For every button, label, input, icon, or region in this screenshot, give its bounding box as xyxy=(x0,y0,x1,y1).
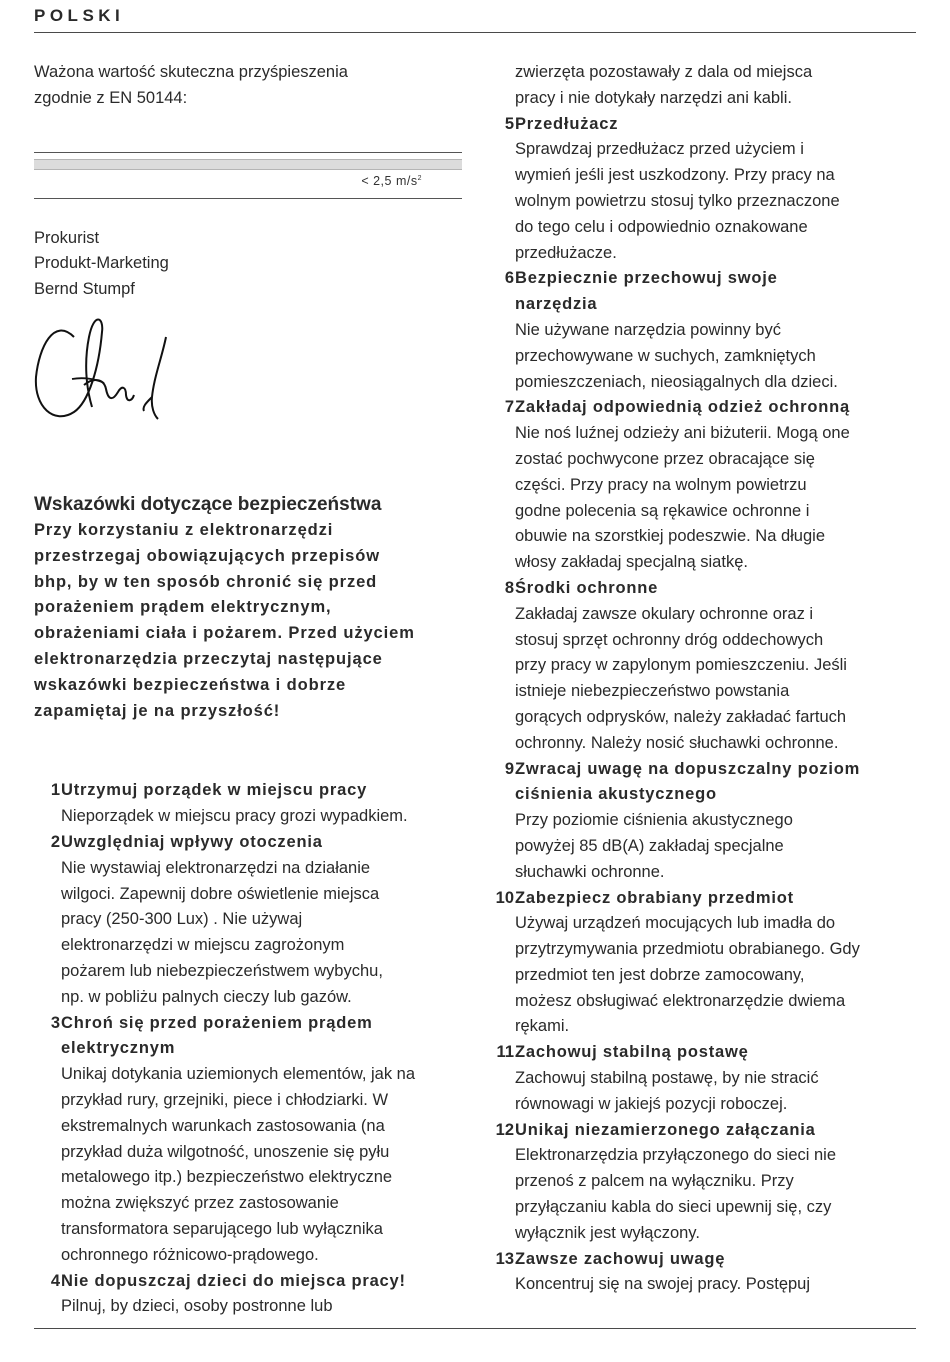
item-text-line: przytrzymywania przedmiotu obrabianego. Gdy xyxy=(515,940,860,959)
item-title xyxy=(515,112,918,138)
item-title xyxy=(515,576,918,602)
safety-intro-line: przestrzegaj obowiązujących przepisów xyxy=(34,546,380,565)
item-number: 4 xyxy=(50,1271,60,1290)
item-text xyxy=(515,1272,918,1298)
item-text-line: części. Przy pracy na wolnym powietrzu xyxy=(515,475,807,494)
item-title-line: Uwzględniaj wpływy otoczenia xyxy=(61,832,323,851)
safety-item xyxy=(34,1011,462,1269)
item-title-line: Zawsze zachowuj uwagę xyxy=(515,1249,726,1268)
item-title xyxy=(61,1011,462,1063)
item-text-line: Koncentruj się na swojej pracy. Postępuj xyxy=(515,1275,811,1294)
item-text-line: rękami. xyxy=(515,1017,570,1036)
item-text xyxy=(61,856,462,1011)
item-text xyxy=(515,318,918,395)
item-text-line: można zwiększyć przez zastosowanie xyxy=(61,1194,339,1213)
item-text-line: możesz obsługiwać elektronarzędzie dwiema xyxy=(515,991,846,1010)
item-text-line: do tego celu i odpowiednio oznakowane xyxy=(515,217,808,236)
item-body xyxy=(515,1040,918,1117)
header-rule xyxy=(34,32,916,33)
item-title-line: Zwracaj uwagę na dopuszczalny poziom xyxy=(515,759,861,778)
safety-items-left xyxy=(34,778,462,1320)
intro-line: zgodnie z EN 50144: xyxy=(34,88,188,107)
item-text-line: przyłączaniu kabla do sieci upewnij się, czy xyxy=(515,1198,832,1217)
item-text-line: przykład rury, grzejniki, piece i chłodziarki. W xyxy=(61,1090,389,1109)
text-line: pracy i nie dotykały narzędzi ani kabli. xyxy=(515,88,792,107)
signer-line: Bernd Stumpf xyxy=(34,280,135,299)
item-title-line: Zakładaj odpowiednią odzież ochronną xyxy=(515,398,851,417)
item-text-line: Elektronarzędzia przyłączonego do sieci nie xyxy=(515,1146,837,1165)
left-column xyxy=(34,60,462,1320)
item-text xyxy=(515,1143,918,1246)
safety-intro-line: wskazówki bezpieczeństwa i dobrze xyxy=(34,675,347,694)
item-text xyxy=(515,421,918,576)
item-text-line: gorących odprysków, należy zakładać fartuch xyxy=(515,707,847,726)
item-text-line: wymień jeśli jest uszkodzony. Przy pracy na xyxy=(515,166,835,185)
item-text-line: przykład duża wilgotność, unoszenie się pyłu xyxy=(61,1142,390,1161)
right-column xyxy=(488,60,918,1298)
item-title xyxy=(515,757,918,809)
item-text-line: obuwie na szorstkiej podeszwie. Na długie xyxy=(515,527,826,546)
item-title-line: Bezpiecznie przechowuj swoje xyxy=(515,269,778,288)
item-text-line: np. w pobliżu palnych cieczy lub gazów. xyxy=(61,987,352,1006)
item-title xyxy=(61,778,462,804)
item-text-line: pomieszczeniach, nieosiągalnych dla dzieci. xyxy=(515,372,838,391)
item-text-line: równowagi w jakiejś pozycji roboczej. xyxy=(515,1094,788,1113)
item-title xyxy=(515,886,918,912)
vibration-intro xyxy=(34,60,434,112)
item-title xyxy=(61,1269,462,1295)
safety-item xyxy=(34,830,462,1011)
item-text-line: pracy (250-300 Lux) . Nie używaj xyxy=(61,910,303,929)
item-text xyxy=(515,602,918,757)
item-title-line: Zabezpiecz obrabiany przedmiot xyxy=(515,888,794,907)
item-body xyxy=(61,1269,462,1321)
safety-intro-line: elektronarzędzia przeczytaj następujące xyxy=(34,649,383,668)
item-title-line: elektrycznym xyxy=(61,1039,176,1058)
item-body xyxy=(515,1118,918,1247)
safety-intro xyxy=(34,518,462,724)
signer-line: Produkt-Marketing xyxy=(34,254,169,273)
item-body xyxy=(515,886,918,1041)
item-body xyxy=(515,112,918,267)
item-text-line: Nie wystawiaj elektronarzędzi na działanie xyxy=(61,858,371,877)
item-number: 13 xyxy=(495,1249,514,1268)
safety-intro-line: porażeniem prądem elektrycznym, xyxy=(34,598,332,617)
item-body xyxy=(515,266,918,395)
signature xyxy=(34,307,174,425)
safety-item xyxy=(488,757,918,886)
item-text xyxy=(515,1066,918,1118)
item-text-line: ekstremalnych warunkach zastosowania (na xyxy=(61,1116,385,1135)
footer-rule xyxy=(34,1328,916,1329)
intro-line: Ważona wartość skuteczna przyśpieszenia xyxy=(34,63,348,81)
item-number: 3 xyxy=(50,1013,60,1032)
item-title xyxy=(515,1118,918,1144)
item-number: 10 xyxy=(495,888,514,907)
item-text-line: przenoś z palcem na wyłączniku. Przy xyxy=(515,1172,794,1191)
text-line: zwierzęta pozostawały z dala od miejsca xyxy=(515,63,813,81)
table-header-band xyxy=(34,159,462,170)
item-body xyxy=(61,778,462,830)
item-title xyxy=(515,1040,918,1066)
item-text-line: Zachowuj stabilną postawę, by nie stracić xyxy=(515,1069,819,1088)
page-header-language: POLSKI xyxy=(34,6,125,25)
item-text-line: włosy zakładaj specjalną siatkę. xyxy=(515,553,748,572)
item-text-line: powyżej 85 dB(A) zakładaj specjalne xyxy=(515,836,784,855)
safety-intro-line: obrażeniami ciała i pożarem. Przed użyciem xyxy=(34,624,415,643)
safety-item xyxy=(488,112,918,267)
item-title-line: ciśnienia akustycznego xyxy=(515,785,717,804)
item-number: 12 xyxy=(495,1120,514,1139)
signer-block xyxy=(34,226,462,303)
item-text xyxy=(61,1294,462,1320)
item-text-line: ochronnego różnicowo-prądowego. xyxy=(61,1245,319,1264)
safety-item xyxy=(488,886,918,1041)
item-body xyxy=(61,830,462,1011)
item-text-line: istnieje niebezpieczeństwo powstania xyxy=(515,682,790,701)
safety-intro-line: bhp, by w ten sposób chronić się przed xyxy=(34,572,378,591)
item-text-line: Zakładaj zawsze okulary ochronne oraz i xyxy=(515,604,814,623)
item-text-line: metalowego itp.) bezpieczeństwo elektryczne xyxy=(61,1168,393,1187)
safety-item xyxy=(488,1040,918,1117)
item-number: 8 xyxy=(504,578,514,597)
item-text-line: wyłącznik jest wyłączony. xyxy=(515,1223,700,1242)
item-text-line: ochronny. Należy nosić słuchawki ochronne. xyxy=(515,733,839,752)
safety-item xyxy=(34,1269,462,1321)
item-text-line: stosuj sprzęt ochronny dróg oddechowych xyxy=(515,630,824,649)
item-text-line: Przy poziomie ciśnienia akustycznego xyxy=(515,811,793,830)
item-text-line: przedłużacze. xyxy=(515,243,617,262)
item-number: 9 xyxy=(504,759,514,778)
vibration-value: < 2,5 $m/s^2$ xyxy=(361,173,422,188)
item-number: 2 xyxy=(50,832,60,851)
item-number: 1 xyxy=(50,781,60,800)
item-text-line: słuchawki ochronne. xyxy=(515,862,665,881)
item-text-line: Unikaj dotykania uziemionych elementów, jak na xyxy=(61,1065,416,1084)
item-text-line: transformatora separującego lub wyłącznika xyxy=(61,1219,383,1238)
item-title-line: narzędzia xyxy=(515,295,598,314)
item-body xyxy=(515,395,918,576)
safety-item xyxy=(34,778,462,830)
item-title-line: Środki ochronne xyxy=(515,578,659,597)
item-text xyxy=(61,1062,462,1268)
safety-item xyxy=(488,266,918,395)
unit-exponent: 2 xyxy=(417,174,422,182)
item-title-line: Zachowuj stabilną postawę xyxy=(515,1043,749,1062)
item-title xyxy=(61,830,462,856)
item-text-line: wilgoci. Zapewnij dobre oświetlenie miejsca xyxy=(61,884,380,903)
item-text-line: przechowywane w suchych, zamkniętych xyxy=(515,346,816,365)
item-body xyxy=(61,1011,462,1269)
item-title-line: Przedłużacz xyxy=(515,114,619,133)
safety-intro-line: zapamiętaj je na przyszłość! xyxy=(34,701,281,720)
item-body xyxy=(515,757,918,886)
item-text-line: elektronarzędzi w miejscu zagrożonym xyxy=(61,936,345,955)
item-body xyxy=(515,576,918,757)
item-text xyxy=(515,911,918,1040)
item-text xyxy=(61,804,462,830)
continued-text xyxy=(488,60,918,112)
item-title-line: Utrzymuj porządek w miejscu pracy xyxy=(61,781,368,800)
safety-item xyxy=(488,395,918,576)
item-text-line: Nieporządek w miejscu pracy grozi wypadkiem. xyxy=(61,807,408,826)
item-text-line: zostać pochwycone przez obracające się xyxy=(515,449,815,468)
item-text xyxy=(515,137,918,266)
item-text-line: przy pracy w zapylonym pomieszczeniu. Jeśli xyxy=(515,656,847,675)
item-text-line: Pilnuj, by dzieci, osoby postronne lub xyxy=(61,1297,333,1316)
item-title xyxy=(515,1247,918,1273)
table-rule xyxy=(34,152,462,153)
safety-item xyxy=(488,576,918,757)
item-text-line: Nie używane narzędzia powinny być xyxy=(515,320,781,339)
item-number: 6 xyxy=(504,269,514,288)
item-title xyxy=(515,266,918,318)
signer-line: Prokurist xyxy=(34,228,100,247)
item-text-line: przedmiot ten jest dobrze zamocowany, xyxy=(515,965,805,984)
safety-items-right xyxy=(488,112,918,1299)
item-text-line: wolnym powietrzu stosuj tylko przeznaczone xyxy=(515,191,840,210)
item-text-line: pożarem lub niebezpieczeństwem wybychu, xyxy=(61,961,383,980)
item-text-line: Nie noś luźnej odzieży ani biżuterii. Mogą one xyxy=(515,424,850,443)
item-title-line: Unikaj niezamierzonego załączania xyxy=(515,1120,816,1139)
item-title-line: Nie dopuszczaj dzieci do miejsca pracy! xyxy=(61,1271,406,1290)
vibration-table xyxy=(34,152,462,198)
item-number: 11 xyxy=(496,1043,514,1062)
item-number: 5 xyxy=(504,114,514,133)
safety-item xyxy=(488,1118,918,1247)
item-text-line: Używaj urządzeń mocujących lub imadła do xyxy=(515,914,836,933)
safety-intro-line: Przy korzystaniu z elektronarzędzi xyxy=(34,520,334,539)
item-text-line: Sprawdzaj przedłużacz przed użyciem i xyxy=(515,140,804,159)
item-body xyxy=(515,1247,918,1299)
item-number: 7 xyxy=(504,398,514,417)
safety-title: Wskazówki dotyczące bezpieczeństwa xyxy=(34,493,382,515)
item-text xyxy=(515,808,918,885)
safety-item xyxy=(488,1247,918,1299)
table-rule xyxy=(34,198,462,199)
item-title xyxy=(515,395,918,421)
item-text-line: godne polecenia są rękawice ochronne i xyxy=(515,501,810,520)
item-title-line: Chroń się przed porażeniem prądem xyxy=(61,1013,373,1032)
